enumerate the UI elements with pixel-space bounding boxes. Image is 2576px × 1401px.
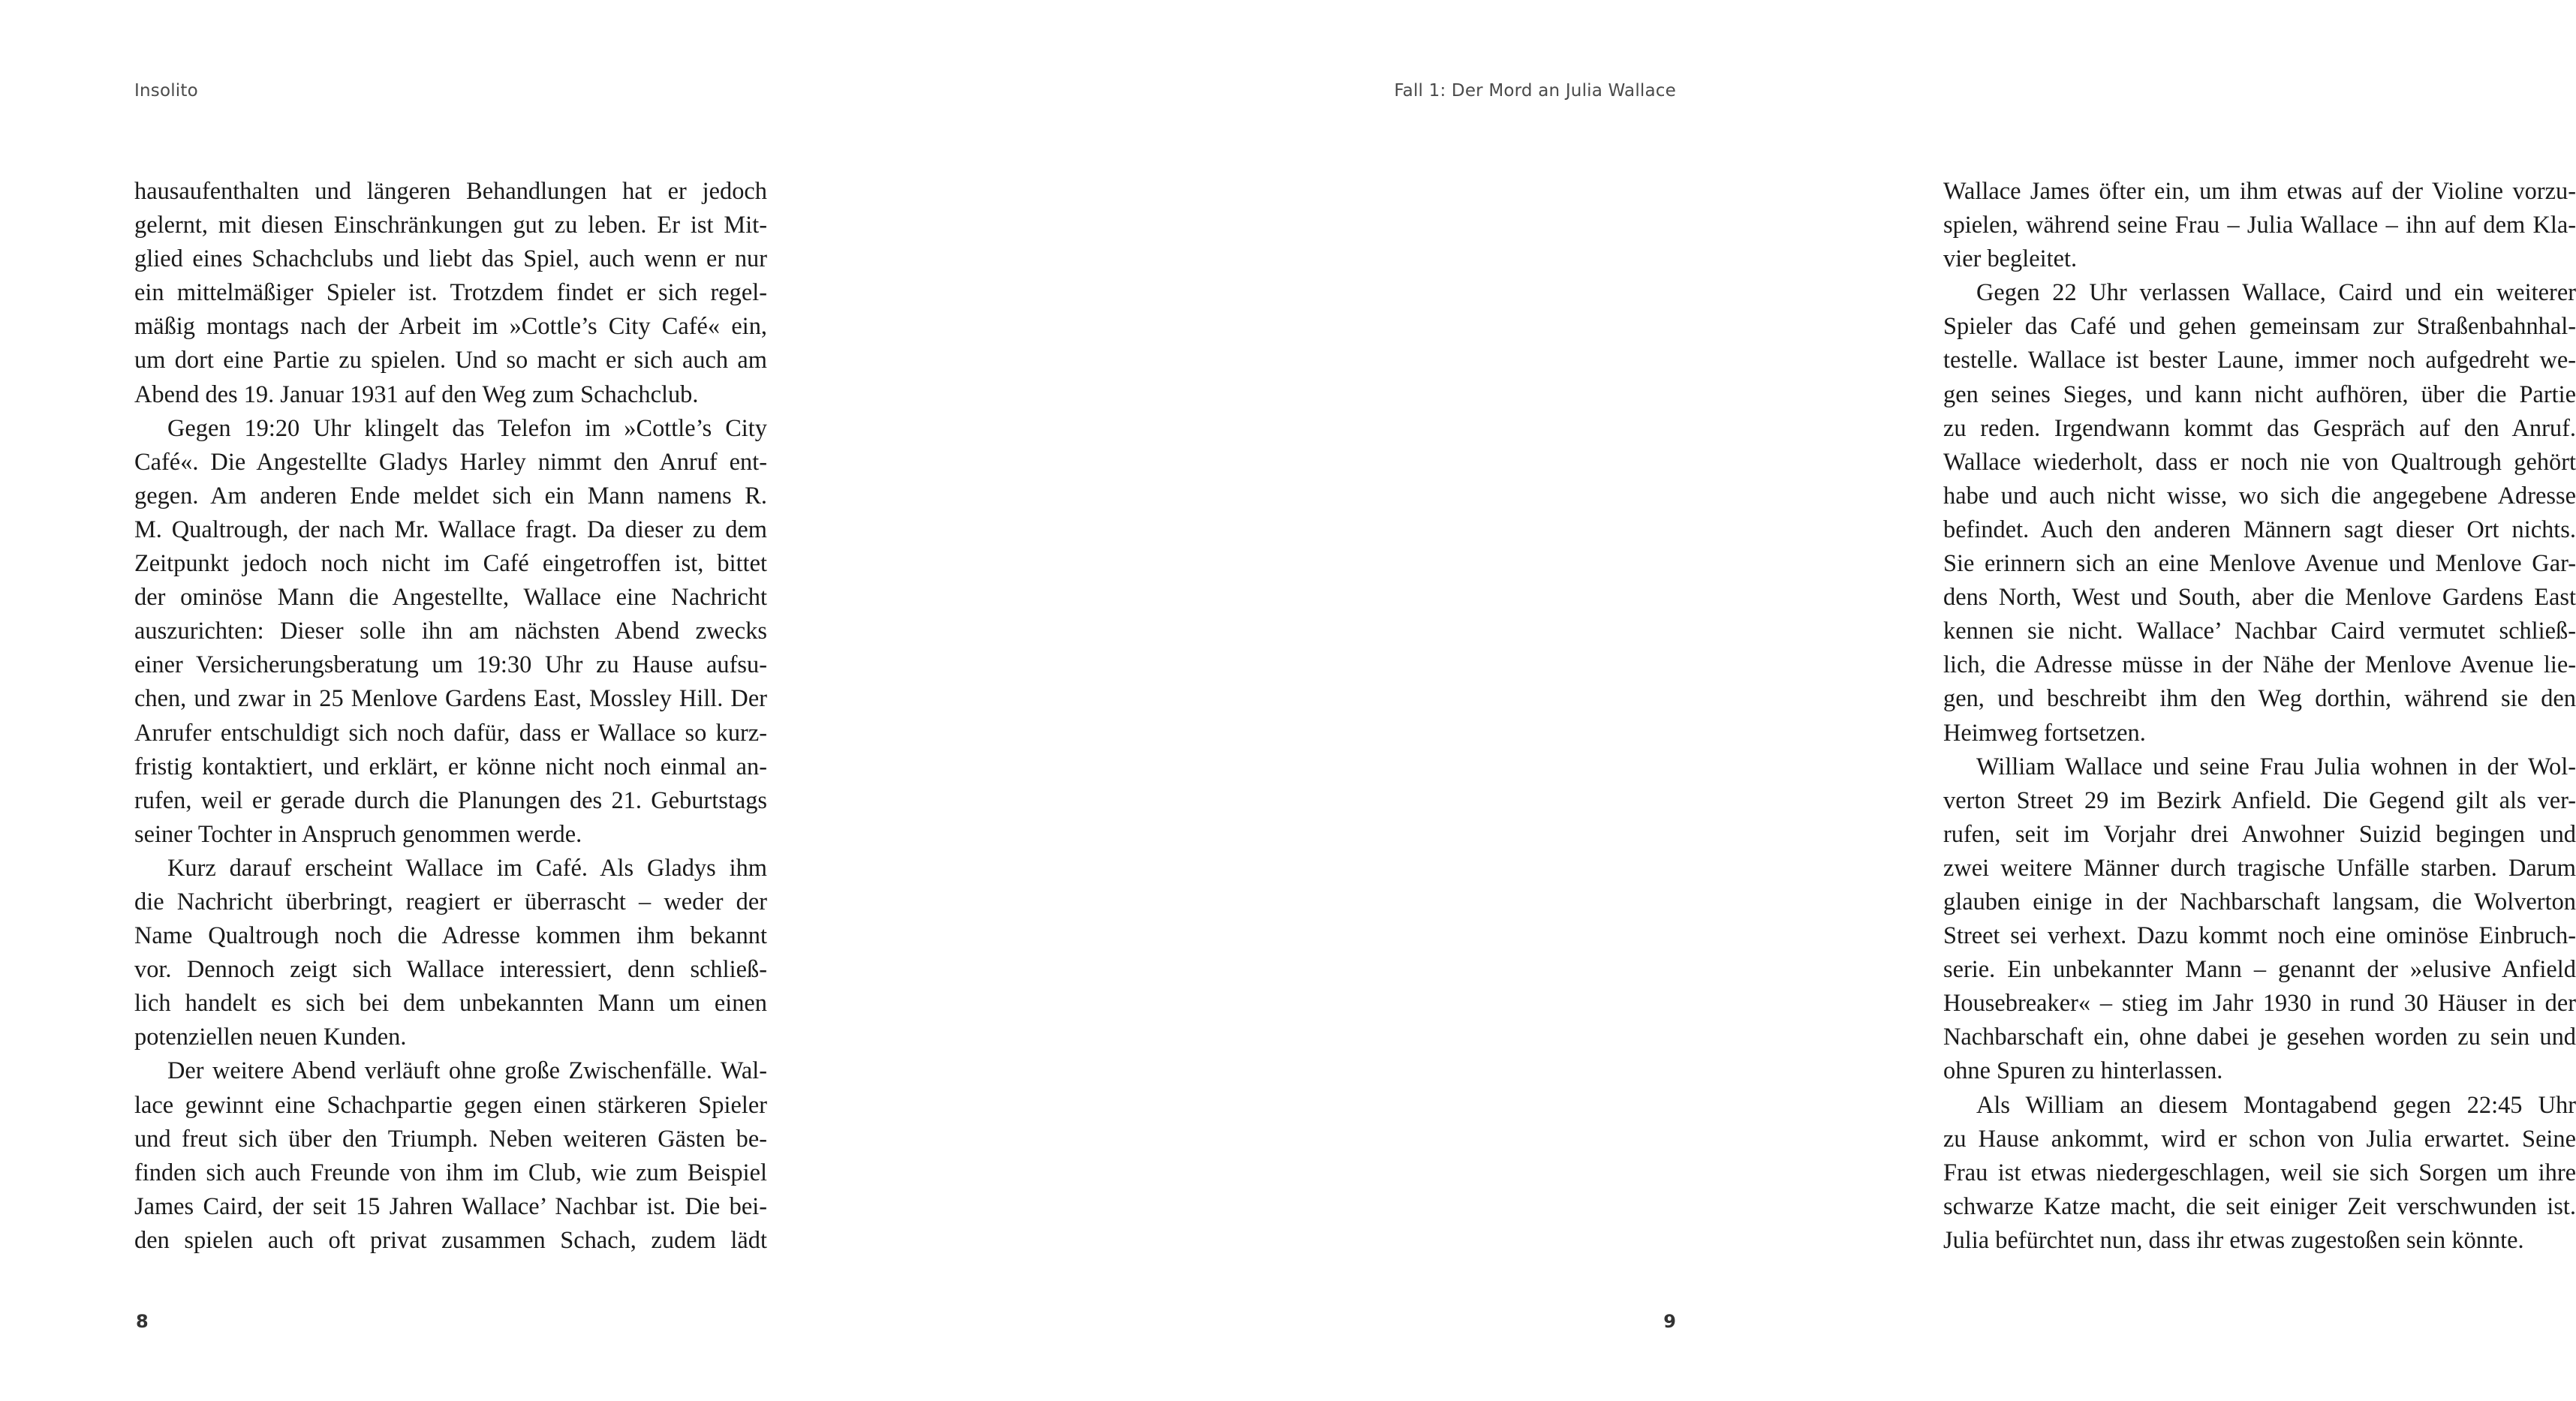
text-line: Kurz darauf erscheint Wallace im Café. Als Gladys ihm	[167, 854, 767, 882]
text-line: lace gewinnt eine Schachpartie gegen einen stärkeren Spieler	[134, 1091, 767, 1119]
text-line: Name Qualtrough noch die Adresse kommen ihm bekannt	[134, 922, 767, 950]
text-line: finden sich auch Freunde von ihm im Club, wie zum Beispiel	[134, 1159, 767, 1186]
text-line: ohne Spuren zu hinterlassen.	[1943, 1057, 2223, 1085]
text-line: kennen sie nicht. Wallace’ Nachbar Caird vermutet schließ-	[1943, 618, 2576, 645]
text-line: schwarze Katze macht, die seit einiger Zeit verschwunden ist.	[1943, 1192, 2576, 1220]
text-line: Wallace James öfter ein, um ihm etwas auf der Violine vorzu-	[1943, 178, 2576, 205]
text-line: um dort eine Partie zu spielen. Und so macht er sich auch am	[134, 347, 767, 374]
text-line: rufen, seit im Vorjahr drei Anwohner Suizid begingen und	[1943, 820, 2576, 848]
text-line: spielen, während seine Frau – Julia Wallace – ihn auf dem Kla-	[1943, 212, 2576, 239]
text-line: habe und auch nicht wisse, wo sich die angegebene Adresse	[1943, 482, 2576, 510]
text-line: lich, die Adresse müsse in der Nähe der Menlove Avenue lie-	[1943, 651, 2576, 679]
text-line: verton Street 29 im Bezirk Anfield. Die Gegend gilt als ver-	[1943, 786, 2576, 814]
text-line: dens North, West und South, aber die Menlove Gardens East	[1943, 584, 2576, 612]
text-line: Wallace wiederholt, dass er noch nie von Qualtrough gehört	[1943, 448, 2576, 476]
text-line: Julia befürchtet nun, dass ihr etwas zugestoßen sein könnte.	[1943, 1226, 2524, 1254]
text-line: gen, und beschreibt ihm den Weg dorthin, während sie den	[1943, 685, 2576, 713]
right-page	[901, 0, 2576, 1401]
text-line: auszurichten: Dieser solle ihn am nächsten Abend zwecks	[134, 618, 767, 645]
text-line: Heimweg fortsetzen.	[1943, 719, 2146, 747]
page-number-left: 8	[136, 1311, 149, 1332]
text-line: rufen, weil er gerade durch die Planungen des 21. Geburtstags	[134, 786, 767, 814]
text-line: Als William an diesem Montagabend gegen 22:45 Uhr	[1976, 1091, 2576, 1119]
text-line: serie. Ein unbekannter Mann – genannt der »elusive Anfield	[1943, 956, 2576, 984]
text-line: den spielen auch oft privat zusammen Schach, zudem lädt	[134, 1226, 767, 1254]
text-line: fristig kontaktiert, und erklärt, er könne nicht noch einmal an-	[134, 753, 767, 780]
text-line: testelle. Wallace ist bester Laune, immer noch aufgedreht we-	[1943, 347, 2576, 374]
text-line: Zeitpunkt jedoch noch nicht im Café eingetroffen ist, bittet	[134, 550, 767, 578]
text-line: vor. Dennoch zeigt sich Wallace interessiert, denn schließ-	[134, 956, 767, 984]
text-line: der ominöse Mann die Angestellte, Wallace eine Nachricht	[134, 584, 767, 612]
text-line: William Wallace und seine Frau Julia wohnen in der Wol-	[1976, 753, 2576, 780]
text-line: M. Qualtrough, der nach Mr. Wallace fragt. Da dieser zu dem	[134, 516, 767, 543]
text-line: Café«. Die Angestellte Gladys Harley nimmt den Anruf ent-	[134, 448, 767, 476]
running-head-right: Fall 1: Der Mord an Julia Wallace	[1394, 81, 1676, 101]
text-line: gen seines Sieges, und kann nicht aufhören, über die Partie	[1943, 380, 2576, 408]
text-line: James Caird, der seit 15 Jahren Wallace’ Nachbar ist. Die bei-	[134, 1192, 767, 1220]
text-line: Gegen 19:20 Uhr klingelt das Telefon im »Cottle’s City	[167, 414, 767, 442]
text-line: die Nachricht überbringt, reagiert er überrascht – weder der	[134, 888, 767, 915]
text-line: seiner Tochter in Anspruch genommen werde.	[134, 820, 582, 848]
text-line: glied eines Schachclubs und liebt das Spiel, auch wenn er nur	[134, 245, 767, 273]
text-line: Housebreaker« – stieg im Jahr 1930 in rund 30 Häuser in der	[1943, 990, 2576, 1018]
text-line: Nachbarschaft ein, ohne dabei je gesehen worden zu sein und	[1943, 1024, 2576, 1051]
text-line: Frau ist etwas niedergeschlagen, weil sie sich Sorgen um ihre	[1943, 1159, 2576, 1186]
text-line: Der weitere Abend verläuft ohne große Zwischenfälle. Wal-	[167, 1057, 767, 1085]
text-line: Street sei verhext. Dazu kommt noch eine ominöse Einbruch-	[1943, 922, 2576, 950]
text-line: und freut sich über den Triumph. Neben weiteren Gästen be-	[134, 1125, 767, 1153]
text-line: zwei weitere Männer durch tragische Unfälle starben. Darum	[1943, 854, 2576, 882]
text-line: zu reden. Irgendwann kommt das Gespräch auf den Anruf.	[1943, 414, 2576, 442]
text-line: hausaufenthalten und längeren Behandlungen hat er jedoch	[134, 178, 767, 205]
text-line: gegen. Am anderen Ende meldet sich ein Mann namens R.	[134, 482, 767, 510]
text-line: einer Versicherungsberatung um 19:30 Uhr zu Hause aufsu-	[134, 651, 767, 679]
page-number-right: 9	[1663, 1311, 1676, 1332]
body-text-right	[1943, 175, 2576, 1258]
text-line: Abend des 19. Januar 1931 auf den Weg zum Schachclub.	[134, 380, 699, 408]
text-line: glauben einige in der Nachbarschaft langsam, die Wolverton	[1943, 888, 2576, 915]
text-line: ein mittelmäßiger Spieler ist. Trotzdem findet er sich regel-	[134, 279, 767, 307]
left-page	[0, 0, 901, 1401]
text-line: zu Hause ankommt, wird er schon von Julia erwartet. Seine	[1943, 1125, 2576, 1153]
text-line: chen, und zwar in 25 Menlove Gardens East, Mossley Hill. Der	[134, 685, 767, 713]
body-text-left	[134, 175, 767, 1258]
text-line: Spieler das Café und gehen gemeinsam zur Straßenbahnhal-	[1943, 313, 2576, 341]
text-line: Sie erinnern sich an eine Menlove Avenue und Menlove Gar-	[1943, 550, 2576, 578]
text-line: potenziellen neuen Kunden.	[134, 1024, 407, 1051]
text-line: Gegen 22 Uhr verlassen Wallace, Caird und ein weiterer	[1976, 279, 2576, 307]
text-line: vier begleitet.	[1943, 245, 2078, 273]
text-line: lich handelt es sich bei dem unbekannten Mann um einen	[134, 990, 767, 1018]
running-head-left: Insolito	[134, 81, 198, 101]
text-line: Anrufer entschuldigt sich noch dafür, dass er Wallace so kurz-	[134, 719, 767, 747]
text-line: mäßig montags nach der Arbeit im »Cottle’s City Café« ein,	[134, 313, 767, 341]
text-line: befindet. Auch den anderen Männern sagt dieser Ort nichts.	[1943, 516, 2576, 543]
text-line: gelernt, mit diesen Einschränkungen gut zu leben. Er ist Mit-	[134, 212, 767, 239]
